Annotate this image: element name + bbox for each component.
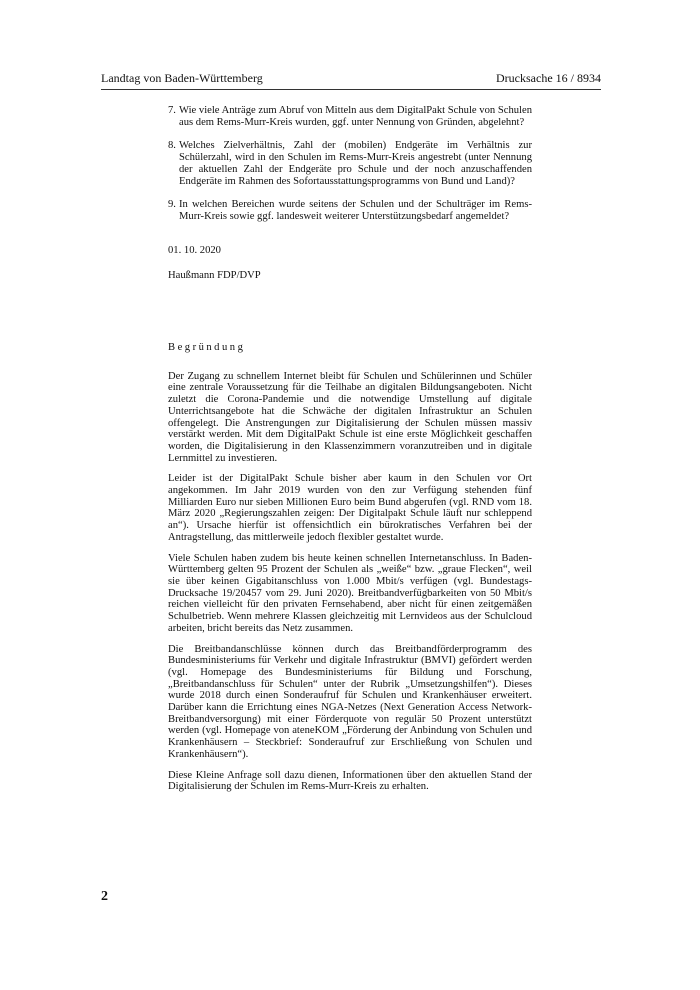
- reasoning-paragraph: Die Breitbandanschlüsse können durch das Breitbandförderprogramm des Bundesministeriums für Verkehr und digitale Infrastruktur (BMVI) gefördert werden (vgl. Homepage des Bundesministeriums für Bildung und Forschung, „Breitbandanschluss für Schulen“ unter der Rubrik „Umsetzungshilfen“). Dieses wurde 2018 durch einen Sonderaufruf für Schulen und Krankenhäuser erweitert. Darüber kann die Errichtung eines NGA-Netzes (Next Generation Access Network-Breitbandversorgung) mit einer Förderquote von regulär 50 Prozent unterstützt werden (vgl. Homepage von ateneKOM „Förderung der Anbindung von Schulen und Krankenhäusern – Steckbrief: Sonderaufruf zur Erschließung von Schulen und Krankenhäusern“).: [168, 643, 532, 760]
- question-number: 8.: [168, 140, 176, 152]
- reasoning-paragraph: Der Zugang zu schnellem Internet bleibt für Schulen und Schülerinnen und Schüler eine zentrale Voraussetzung für die Teilhabe an digitalen Bildungsangeboten. Nicht zuletzt die Corona-Pandemie und die notwendige Umstellung auf digitale Unterrichtsangebote hat die Schwäche der digitalen Infrastruktur an Schulen offengelegt. Die Anstrengungen zur Digitalisierung der Schulen müssen massiv verstärkt werden. Mit dem DigitalPakt Schule ist eine erste Möglichkeit geschaffen worden, die Digitalisierung in den Klassenzimmern voranzutreiben und in digitale Lernmittel zu investieren.: [168, 370, 532, 464]
- question-text: Welches Zielverhältnis, Zahl der (mobilen) Endgeräte im Verhältnis zur Schülerzahl, wird in den Schulen im Rems-Murr-Kreis angestrebt (unter Nennung der aktuellen Zahl der Endgeräte pro Schule und der noch anzuschaffenden Endgeräte im Rahmen des Sofortausstattungsprogramms von Bund und Land)?: [179, 140, 532, 187]
- header-divider: [101, 89, 601, 90]
- document-date: 01. 10. 2020: [168, 244, 221, 256]
- header-document-number: Drucksache 16 / 8934: [496, 71, 601, 85]
- page-header: [101, 71, 601, 87]
- page-number: 2: [101, 889, 108, 904]
- question-item: [168, 140, 532, 187]
- question-text: In welchen Bereichen wurde seitens der Schulen und der Schulträger im Rems-Murr-Kreis sowie ggf. landesweit weiterer Unterstützungsbedarf angemeldet?: [179, 199, 532, 222]
- reasoning-paragraph: Viele Schulen haben zudem bis heute keinen schnellen Internetanschluss. In Baden-Württemberg gelten 95 Prozent der Schulen als „weiße“ bzw. „graue Flecken“, weil sie über keinen Gigabitanschluss von 1.000 Mbit/s verfügen (vgl. Bundestags-Drucksache 19/20457 vom 29. Juni 2020). Breitbandverfügbarkeiten von 50 Mbit/s reichen vielleicht für den privaten Fernsehabend, aber nicht für einen zeitgemäßen Schulbetrieb. Wenn mehrere Klassen gleichzeitig mit Lernvideos aus der Schulcloud arbeiten, bricht bereits das Netz zusammen.: [168, 552, 532, 634]
- reasoning-paragraph: Diese Kleine Anfrage soll dazu dienen, Informationen über den aktuellen Stand der Digitalisierung der Schulen im Rems-Murr-Kreis zu erhalten.: [168, 769, 532, 793]
- question-number: 9.: [168, 199, 176, 211]
- document-author: Haußmann FDP/DVP: [168, 270, 261, 282]
- question-text: Wie viele Anträge zum Abruf von Mitteln aus dem DigitalPakt Schule von Schulen aus dem Rems-Murr-Kreis wurden, ggf. unter Nennung von Gründen, abgelehnt?: [179, 105, 532, 128]
- reasoning-heading: Begründung: [168, 342, 246, 354]
- question-item: [168, 105, 532, 128]
- question-number: 7.: [168, 105, 176, 116]
- header-parliament-name: Landtag von Baden-Württemberg: [101, 71, 263, 85]
- question-item: [168, 199, 532, 222]
- reasoning-paragraph: Leider ist der DigitalPakt Schule bisher aber kaum in den Schulen vor Ort angekommen. Im Jahr 2019 wurden von den zur Verfügung stehenden fünf Milliarden Euro nur sieben Millionen Euro beim Bund abgerufen (vgl. RND vom 18. März 2020 „Regierungszahlen zeigen: Der Digitalpakt Schule läuft nur schleppend an“). Ursache hierfür ist offensichtlich ein bürokratisches Verfahren bei der Antragstellung, das mittlerweile jedoch flexibler gestaltet wurde.: [168, 473, 532, 543]
- document-body: [168, 105, 532, 802]
